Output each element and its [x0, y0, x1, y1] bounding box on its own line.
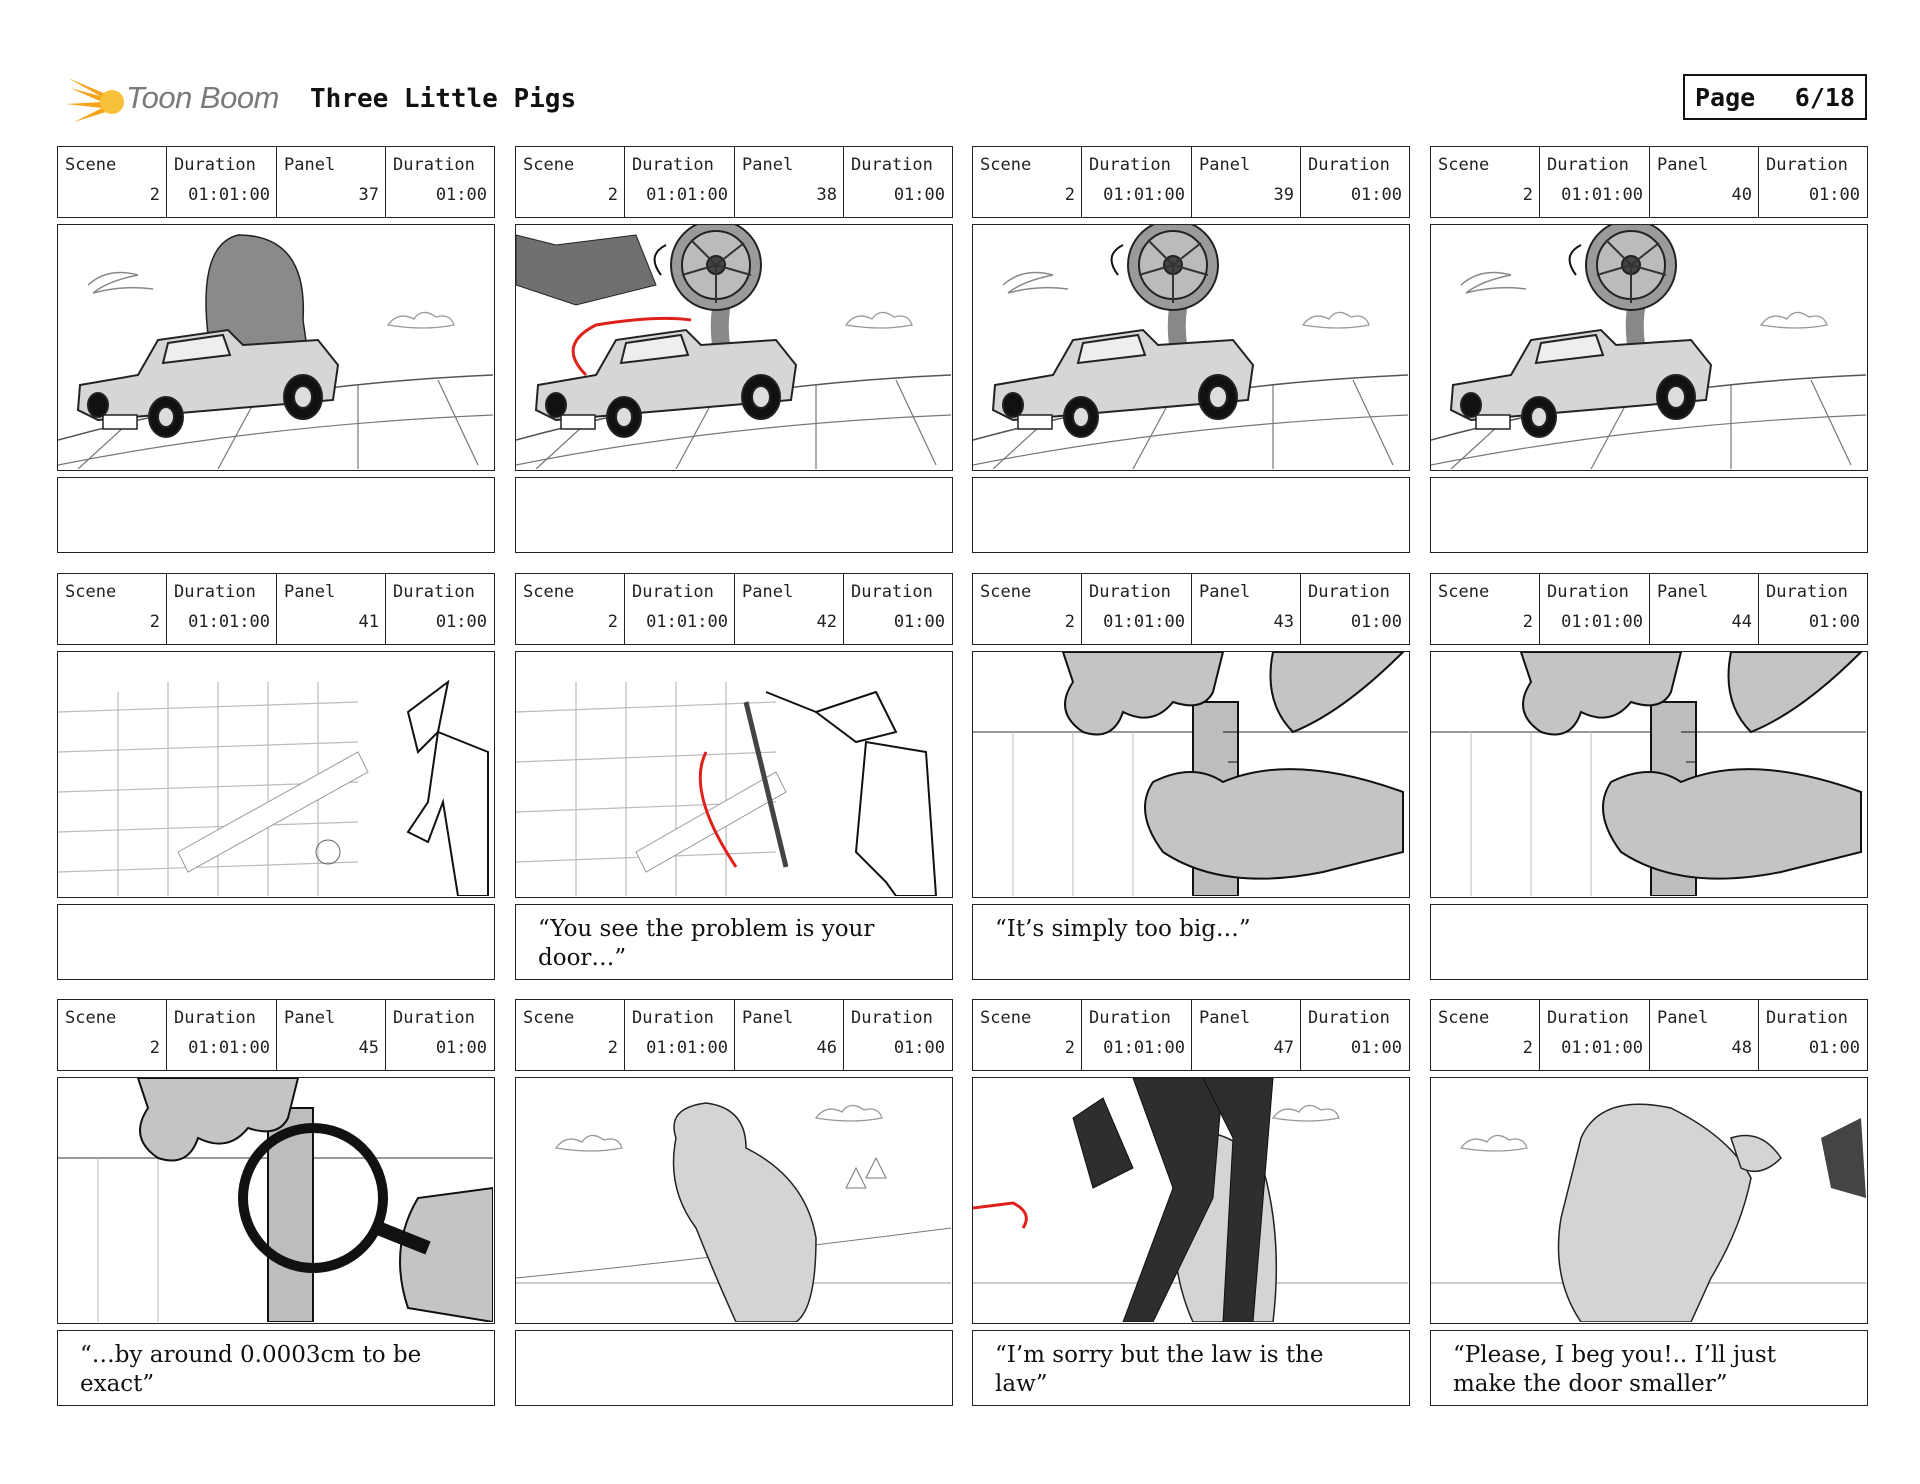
panel-info-bar [57, 573, 495, 645]
panel-info-bar [57, 146, 495, 218]
panel-duration-cell [844, 1000, 951, 1070]
scene-label: Scene [523, 582, 575, 602]
pig-beg-icon [1431, 1078, 1866, 1322]
panel-duration-cell [386, 1000, 493, 1070]
panel-caption[interactable] [515, 477, 953, 553]
duration-label: Duration [851, 582, 933, 602]
scene-label: Scene [980, 582, 1032, 602]
panel-label: Panel [1657, 155, 1709, 175]
panel-label: Panel [284, 582, 336, 602]
panel-duration-value: 01:00 [893, 185, 945, 205]
panel-number-value: 40 [1731, 185, 1752, 205]
wolf-door-icon [58, 652, 493, 896]
scene-duration-value: 01:01:00 [188, 185, 270, 205]
duration-label: Duration [851, 155, 933, 175]
panel-duration-cell [1759, 147, 1866, 217]
scene-duration-value: 01:01:00 [646, 612, 728, 632]
duration-label: Duration [1308, 1008, 1390, 1028]
panel-label: Panel [284, 1008, 336, 1028]
scene-duration-value: 01:01:00 [1561, 185, 1643, 205]
scene-cell [973, 1000, 1082, 1070]
panel-number-value: 43 [1273, 612, 1294, 632]
panel-drawing[interactable] [1430, 224, 1868, 471]
duration-label: Duration [174, 1008, 256, 1028]
panel-caption[interactable] [972, 477, 1410, 553]
panel-caption[interactable] [515, 1330, 953, 1406]
scene-label: Scene [65, 1008, 117, 1028]
panel-duration-cell [386, 574, 493, 644]
panel-drawing[interactable] [1430, 1077, 1868, 1324]
panel-cell [277, 147, 386, 217]
panel-drawing[interactable] [972, 651, 1410, 898]
panel-label: Panel [742, 1008, 794, 1028]
panel-number-value: 42 [816, 612, 837, 632]
scene-cell [516, 147, 625, 217]
panel-number-value: 39 [1273, 185, 1294, 205]
duration-label: Duration [1089, 1008, 1171, 1028]
scene-duration-value: 01:01:00 [1103, 185, 1185, 205]
scene-duration-cell [167, 574, 277, 644]
magnifier-ruler-icon [58, 1078, 493, 1322]
panel-caption[interactable] [57, 904, 495, 980]
panel-label: Panel [1199, 582, 1251, 602]
scene-cell [58, 1000, 167, 1070]
panel-caption[interactable] [1430, 477, 1868, 553]
panel-drawing[interactable] [972, 1077, 1410, 1324]
scene-value: 2 [1064, 185, 1075, 205]
panel-cell [1192, 147, 1301, 217]
panel-caption[interactable] [57, 477, 495, 553]
wolf-ruler-icon [516, 652, 951, 896]
panel-info-bar [515, 146, 953, 218]
duration-label: Duration [632, 155, 714, 175]
panel-info-bar [515, 999, 953, 1071]
scene-value: 2 [1064, 612, 1075, 632]
duration-label: Duration [1308, 155, 1390, 175]
panel-number-value: 37 [358, 185, 379, 205]
duration-label: Duration [1766, 1008, 1848, 1028]
panel-drawing[interactable] [57, 224, 495, 471]
scene-cell [1431, 147, 1540, 217]
panel-cell [1650, 147, 1759, 217]
scene-duration-cell [625, 147, 735, 217]
panel-drawing[interactable] [515, 224, 953, 471]
scene-duration-value: 01:01:00 [188, 612, 270, 632]
truck-fan-icon [516, 225, 951, 469]
scene-cell [516, 1000, 625, 1070]
scene-duration-value: 01:01:00 [1561, 1038, 1643, 1058]
scene-duration-cell [1540, 574, 1650, 644]
panel-info-bar [1430, 999, 1868, 1071]
panel-duration-value: 01:00 [435, 1038, 487, 1058]
scene-label: Scene [980, 155, 1032, 175]
panel-duration-value: 01:00 [1350, 185, 1402, 205]
duration-label: Duration [1089, 582, 1171, 602]
scene-duration-value: 01:01:00 [1103, 1038, 1185, 1058]
project-title: Three Little Pigs [310, 84, 577, 114]
panel-number-value: 46 [816, 1038, 837, 1058]
duration-label: Duration [851, 1008, 933, 1028]
scene-value: 2 [1064, 1038, 1075, 1058]
scene-duration-cell [625, 574, 735, 644]
scene-duration-cell [167, 147, 277, 217]
page-number: 6/18 [1794, 82, 1855, 112]
wolf-walk-pig-icon [973, 1078, 1408, 1322]
scene-duration-cell [1082, 1000, 1192, 1070]
scene-cell [973, 574, 1082, 644]
scene-label: Scene [1438, 1008, 1490, 1028]
scene-duration-value: 01:01:00 [1103, 612, 1185, 632]
panel-info-bar [57, 999, 495, 1071]
panel-caption[interactable]: “It’s simply too big…” [972, 904, 1410, 980]
panel-duration-value: 01:00 [893, 612, 945, 632]
panel-drawing[interactable] [972, 224, 1410, 471]
scene-duration-cell [1540, 1000, 1650, 1070]
panel-duration-cell [1301, 147, 1408, 217]
panel-label: Panel [742, 582, 794, 602]
panel-cell [1650, 574, 1759, 644]
scene-duration-cell [1082, 574, 1192, 644]
panel-info-bar [972, 573, 1410, 645]
panel-drawing[interactable] [57, 1077, 495, 1324]
scene-label: Scene [1438, 582, 1490, 602]
scene-duration-value: 01:01:00 [1561, 612, 1643, 632]
scene-duration-cell [625, 1000, 735, 1070]
scene-duration-value: 01:01:00 [646, 1038, 728, 1058]
duration-label: Duration [632, 1008, 714, 1028]
panel-cell [277, 1000, 386, 1070]
duration-label: Duration [1308, 582, 1390, 602]
panel-label: Panel [284, 155, 336, 175]
panel-drawing[interactable] [515, 1077, 953, 1324]
scene-label: Scene [65, 155, 117, 175]
scene-duration-cell [167, 1000, 277, 1070]
truck-drape-icon [58, 225, 493, 469]
panel-caption[interactable] [1430, 904, 1868, 980]
panel-duration-cell [1759, 1000, 1866, 1070]
scene-label: Scene [980, 1008, 1032, 1028]
duration-label: Duration [1547, 155, 1629, 175]
duration-label: Duration [1766, 582, 1848, 602]
page-label: Page [1695, 82, 1756, 112]
scene-cell [516, 574, 625, 644]
panel-duration-cell [844, 574, 951, 644]
panel-number-value: 47 [1273, 1038, 1294, 1058]
panel-caption[interactable]: “Please, I beg you!.. I’ll just make the door smaller” [1430, 1330, 1868, 1406]
panel-number-value: 48 [1731, 1038, 1752, 1058]
starburst-icon [60, 70, 130, 130]
panel-label: Panel [742, 155, 794, 175]
duration-label: Duration [1547, 1008, 1629, 1028]
scene-cell [58, 574, 167, 644]
panel-drawing[interactable] [515, 651, 953, 898]
duration-label: Duration [393, 155, 475, 175]
scene-value: 2 [149, 612, 160, 632]
hand-ruler-icon [973, 652, 1408, 896]
panel-cell [277, 574, 386, 644]
duration-label: Duration [1766, 155, 1848, 175]
panel-caption[interactable]: “I’m sorry but the law is the law” [972, 1330, 1410, 1406]
panel-duration-value: 01:00 [1350, 1038, 1402, 1058]
panel-duration-cell [1301, 1000, 1408, 1070]
panel-cell [735, 147, 844, 217]
scene-value: 2 [1522, 1038, 1533, 1058]
scene-value: 2 [149, 1038, 160, 1058]
panel-number-value: 38 [816, 185, 837, 205]
scene-cell [58, 147, 167, 217]
panel-duration-cell [1301, 574, 1408, 644]
page-indicator [1683, 74, 1867, 120]
panel-info-bar [972, 146, 1410, 218]
panel-label: Panel [1199, 155, 1251, 175]
panel-duration-cell [844, 147, 951, 217]
scene-value: 2 [607, 185, 618, 205]
panel-cell [1192, 1000, 1301, 1070]
panel-cell [735, 1000, 844, 1070]
panel-info-bar [1430, 146, 1868, 218]
panel-cell [1650, 1000, 1759, 1070]
scene-value: 2 [149, 185, 160, 205]
scene-cell [1431, 574, 1540, 644]
scene-value: 2 [607, 612, 618, 632]
scene-label: Scene [523, 1008, 575, 1028]
duration-label: Duration [632, 582, 714, 602]
scene-duration-cell [1540, 147, 1650, 217]
panel-info-bar [515, 573, 953, 645]
duration-label: Duration [393, 1008, 475, 1028]
duration-label: Duration [174, 155, 256, 175]
panel-duration-value: 01:00 [435, 185, 487, 205]
panel-duration-value: 01:00 [1808, 185, 1860, 205]
panel-duration-value: 01:00 [435, 612, 487, 632]
panel-duration-value: 01:00 [893, 1038, 945, 1058]
page-header [60, 70, 1880, 130]
truck-fan-icon [1431, 225, 1866, 469]
hand-ruler-icon [1431, 652, 1866, 896]
scene-label: Scene [1438, 155, 1490, 175]
panel-duration-value: 01:00 [1808, 612, 1860, 632]
toon-boom-logo [60, 70, 300, 130]
scene-label: Scene [65, 582, 117, 602]
panel-drawing[interactable] [57, 651, 495, 898]
duration-label: Duration [1547, 582, 1629, 602]
panel-number-value: 45 [358, 1038, 379, 1058]
duration-label: Duration [1089, 155, 1171, 175]
panel-duration-value: 01:00 [1350, 612, 1402, 632]
panel-info-bar [1430, 573, 1868, 645]
panel-duration-value: 01:00 [1808, 1038, 1860, 1058]
duration-label: Duration [393, 582, 475, 602]
panel-cell [735, 574, 844, 644]
panel-label: Panel [1199, 1008, 1251, 1028]
pig-field-icon [516, 1078, 951, 1322]
scene-value: 2 [607, 1038, 618, 1058]
duration-label: Duration [174, 582, 256, 602]
scene-cell [973, 147, 1082, 217]
panel-number-value: 41 [358, 612, 379, 632]
panel-caption[interactable]: “You see the problem is your door…” [515, 904, 953, 980]
panel-label: Panel [1657, 582, 1709, 602]
panel-duration-cell [386, 147, 493, 217]
panel-drawing[interactable] [1430, 651, 1868, 898]
panel-number-value: 44 [1731, 612, 1752, 632]
panel-cell [1192, 574, 1301, 644]
scene-cell [1431, 1000, 1540, 1070]
scene-value: 2 [1522, 185, 1533, 205]
scene-duration-value: 01:01:00 [646, 185, 728, 205]
scene-duration-cell [1082, 147, 1192, 217]
truck-fan-icon [973, 225, 1408, 469]
panel-info-bar [972, 999, 1410, 1071]
panel-caption[interactable]: “…by around 0.0003cm to be exact” [57, 1330, 495, 1406]
scene-label: Scene [523, 155, 575, 175]
panel-duration-cell [1759, 574, 1866, 644]
panel-label: Panel [1657, 1008, 1709, 1028]
scene-value: 2 [1522, 612, 1533, 632]
scene-duration-value: 01:01:00 [188, 1038, 270, 1058]
logo-text: Toon Boom [126, 80, 279, 115]
